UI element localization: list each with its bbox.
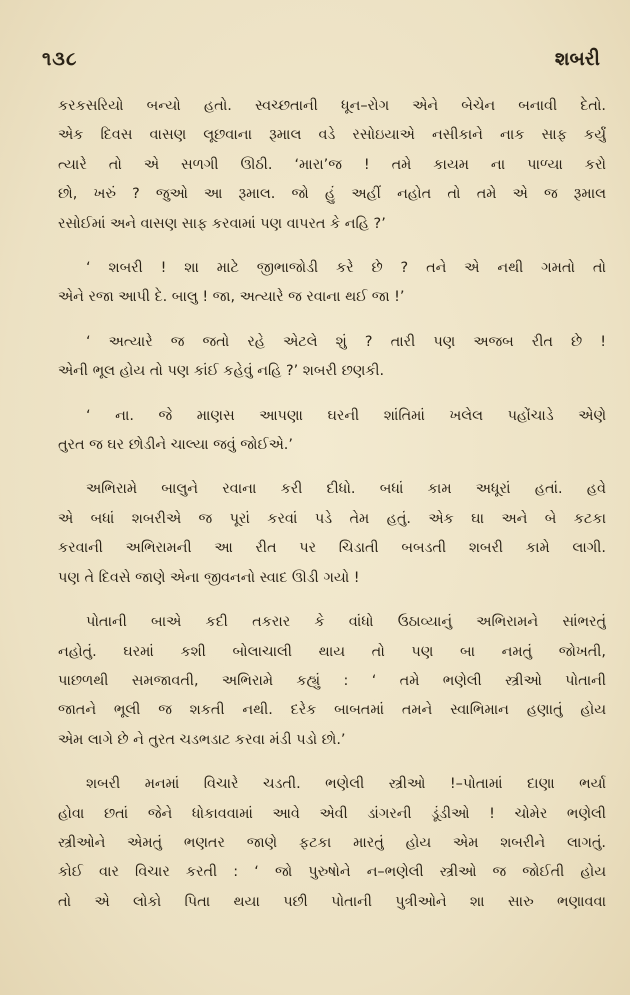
text-line: કોઈ વાર વિચાર કરતી : ‘ જો પુરુષોને ન–ભણેલી સ્ત્રીઓ જ જોઈતી હોય bbox=[58, 864, 606, 881]
text-line: ‘ શબરી ! શા માટે જીભાજોડી કરે છે ? તને એ નથી ગમતો તો bbox=[86, 260, 606, 277]
text-line: અભિરામે બાલુને રવાના કરી દીધો. બધાં કામ અધૂરાં હતાં. હવે bbox=[86, 481, 606, 498]
text-line: હોવા છતાં જેને ધોકાવવામાં આવે એવી ડાંગરની ડૂંડીઓ ! ચોમેર ભણેલી bbox=[58, 805, 606, 822]
page-number: ૧૩૮ bbox=[42, 48, 78, 70]
text-line: એની ભૂલ હોય તો પણ કાંઈ કહેવું નહિ ?’ શબરી છણકી. bbox=[58, 363, 385, 380]
paragraph bbox=[58, 254, 606, 313]
running-title: શબરી bbox=[554, 48, 600, 70]
page-header bbox=[42, 48, 600, 78]
text-line: એક દિવસ વાસણ લૂછવાના રૂમાલ વડે રસોઇયાએ નસીકાને નાક સાફ કર્યું bbox=[58, 127, 606, 144]
text-line: ત્યારે તો એ સળગી ઊઠી. ‘મારા’જ ! તમે કાયમ ના પાળ્યા કરો bbox=[58, 156, 606, 173]
text-line: રસોઈમાં અને વાસણ સાફ કરવામાં પણ વાપરત કે નહિ ?’ bbox=[58, 215, 386, 232]
body-text bbox=[58, 92, 606, 932]
text-line: એમ લાગે છે ને તુરત ચડભડાટ કરવા મંડી પડો છો.’ bbox=[58, 731, 346, 748]
text-line: ‘ ના. જે માણસ આપણા ઘરની શાંતિમાં ખલેલ પહોંચાડે એણે bbox=[86, 407, 606, 424]
text-line: પણ તે દિવસે જાણે એના જીવનનો સ્વાદ ઊડી ગયો ! bbox=[58, 569, 360, 586]
paragraph bbox=[58, 402, 606, 461]
text-line: તુરત જ ઘર છોડીને ચાલ્યા જવું જોઈએ.’ bbox=[58, 437, 293, 454]
text-line: શબરી મનમાં વિચારે ચડતી. ભણેલી સ્ત્રીઓ !–પોતામાં દાણા ભર્યા bbox=[86, 776, 606, 793]
text-line: પોતાની બાએ કદી તકરાર કે વાંધો ઉઠાવ્યાનું અભિરામને સાંભરતું bbox=[86, 614, 606, 631]
paragraph bbox=[58, 328, 606, 387]
text-line: જાતને ભૂલી જ શકતી નથી. દરેક બાબતમાં તમને સ્વાભિમાન હણાતું હોય bbox=[58, 702, 606, 719]
text-line: કરવાની અભિરામની આ રીત પર ચિડાતી બબડતી શબરી કામે લાગી. bbox=[58, 540, 606, 557]
paragraph bbox=[58, 475, 606, 593]
text-line: તો એ લોકો પિતા થયા પછી પોતાની પુત્રીઓને શા સારુ ભણાવવા bbox=[58, 893, 606, 910]
text-line: એને રજા આપી દે. બાલુ ! જા, અત્યારે જ રવાના થઈ જા !’ bbox=[58, 289, 405, 306]
text-line: કરકસરિયો બન્યો હતો. સ્વચ્છતાની ધૂન–રોગ એને બેચેન બનાવી દેતો. bbox=[58, 98, 606, 114]
text-line: નહોતું. ઘરમાં કશી બોલાચાલી થાય તો પણ બા નમતું જોખતી, bbox=[58, 643, 606, 660]
paragraph bbox=[58, 92, 606, 239]
text-line: એ બધાં શબરીએ જ પૂરાં કરવાં પડે તેમ હતું. એક ઘા અને બે કટકા bbox=[58, 510, 606, 527]
text-line: પાછળથી સમજાવતી, અભિરામે કહ્યું : ‘ તમે ભણેલી સ્ત્રીઓ પોતાની bbox=[58, 672, 606, 689]
text-line: છો, ખરું ? જુઓ આ રૂમાલ. જો હું અહીં નહોત તો તમે એ જ રૂમાલ bbox=[58, 186, 606, 203]
paragraph bbox=[58, 770, 606, 917]
text-line: સ્ત્રીઓને એમતું ભણતર જાણે ફટકા મારતું હોય એમ શબરીને લાગતું. bbox=[58, 834, 606, 851]
text-line: ‘ અત્યારે જ જતો રહે એટલે શું ? તારી પણ અજબ રીત છે ! bbox=[86, 333, 606, 350]
paragraph bbox=[58, 608, 606, 755]
